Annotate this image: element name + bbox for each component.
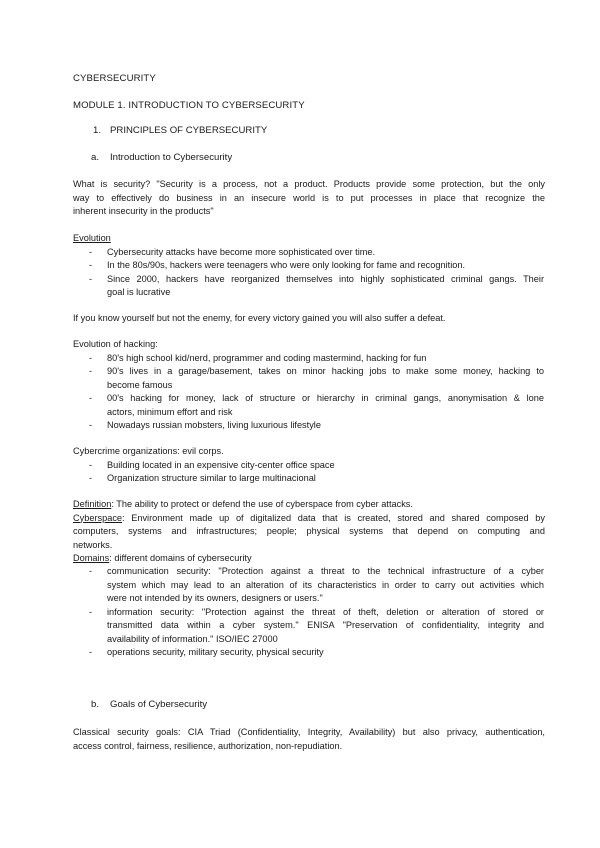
module-heading: MODULE 1. INTRODUCTION TO CYBERSECURITY bbox=[73, 100, 305, 111]
bullet-dash: - bbox=[89, 473, 93, 483]
definition-text: : The ability to protect or defend the use of cyberspace from cyber attacks. bbox=[111, 499, 413, 509]
list-item: Nowadays russian mobsters, living luxurious lifestyle bbox=[107, 420, 321, 430]
list-item-continued: were not intended by its owners, designers or users." bbox=[107, 593, 323, 603]
list-item: Since 2000, hackers have reorganized themselves into highly sophisticated criminal gangs. Their bbox=[107, 273, 544, 284]
domains-text: : different domains of cybersecurity bbox=[109, 552, 252, 563]
bullet-dash: - bbox=[89, 246, 93, 257]
list-item: operations security, military security, physical security bbox=[107, 647, 324, 657]
goals-line: access control, fairness, resilience, authorization, non-repudiation. bbox=[73, 740, 343, 751]
bullet-dash: - bbox=[89, 366, 93, 376]
list-item: Organization structure similar to large multinacional bbox=[107, 473, 316, 483]
list-item-continued: transmitted data within a cyber system." ENISA "Preservation of confidentiality, integrity and bbox=[107, 620, 544, 630]
bullet-dash: - bbox=[89, 260, 93, 270]
hacking-heading: Evolution of hacking: bbox=[73, 339, 158, 349]
section-heading: PRINCIPLES OF CYBERSECURITY bbox=[110, 125, 268, 136]
intro-quote-line: What is security? "Security is a process, not a product. Products provide some protection, but the only bbox=[73, 179, 545, 189]
list-item-continued: goal is lucrative bbox=[107, 287, 171, 297]
bullet-dash: - bbox=[89, 273, 93, 284]
bullet-dash: - bbox=[89, 420, 93, 430]
list-item: Cybersecurity attacks have become more sophisticated over time. bbox=[107, 246, 376, 257]
list-item: 80's high school kid/nerd, programmer and coding mastermind, hacking for fun bbox=[107, 352, 427, 363]
list-item: 90's lives in a garage/basement, takes on minor hacking jobs to make some money, hacking to bbox=[107, 366, 544, 376]
subsection-heading: Goals of Cybersecurity bbox=[110, 699, 208, 710]
list-item-continued: system which may lead to an alteration of its characteristics in order to carry out activities which bbox=[107, 579, 544, 590]
list-item: Building located in an expensive city-center office space bbox=[107, 459, 335, 470]
bullet-dash: - bbox=[89, 459, 93, 470]
cyberspace-line: computers, systems and infrastructures; people; physical systems that depend on computing and bbox=[73, 526, 545, 536]
subsection-letter: a. bbox=[91, 152, 100, 163]
bullet-dash: - bbox=[89, 393, 93, 403]
know-yourself-quote: If you know yourself but not the enemy, for every victory gained you will also suffer a defeat. bbox=[73, 313, 446, 323]
intro-quote-line: inherent insecurity in the products" bbox=[73, 206, 214, 216]
cyberspace-text: : Environment made up of digitalized data that is created, stored and shared composed by bbox=[122, 512, 545, 523]
definition-term: Definition bbox=[73, 499, 112, 509]
bullet-dash: - bbox=[89, 647, 93, 657]
list-item-continued: become famous bbox=[107, 379, 173, 390]
list-item-continued: actors, minimum effort and risk bbox=[107, 406, 233, 417]
document-title: CYBERSECURITY bbox=[73, 73, 156, 84]
list-item: communication security: "Protection against a threat to the technical infrastructure of a cyber bbox=[107, 566, 544, 576]
section-number: 1. bbox=[93, 125, 102, 136]
evolution-heading: Evolution bbox=[73, 233, 111, 243]
goals-line: Classical security goals: CIA Triad (Confidentiality, Integrity, Availability) but also privacy, authentication, bbox=[73, 727, 545, 737]
domains-line bbox=[73, 552, 545, 565]
corps-heading: Cybercrime organizations: evil corps. bbox=[73, 446, 224, 456]
bullet-dash: - bbox=[89, 566, 93, 576]
subsection-letter: b. bbox=[91, 699, 100, 710]
intro-quote-line: way to effectively do business in an insecure world is to put processes in place that recognize the bbox=[73, 192, 545, 203]
bullet-dash: - bbox=[89, 606, 93, 617]
definition-line bbox=[73, 498, 545, 511]
cyberspace-line bbox=[73, 512, 545, 525]
cyberspace-line: networks. bbox=[73, 539, 113, 550]
list-item: 00's hacking for money, lack of structure or hierarchy in criminal gangs, anonymisation & lone bbox=[107, 393, 544, 403]
subsection-heading: Introduction to Cybersecurity bbox=[110, 152, 233, 163]
list-item-continued: availability of information." ISO/IEC 27000 bbox=[107, 633, 278, 644]
domains-term: Domains bbox=[73, 552, 110, 563]
list-item: information security: "Protection against the threat of theft, deletion or alteration of stored or bbox=[107, 606, 544, 617]
list-item: In the 80s/90s, hackers were teenagers who were only looking for fame and recognition. bbox=[107, 260, 466, 270]
cyberspace-term: Cyberspace bbox=[73, 512, 123, 523]
bullet-dash: - bbox=[89, 352, 93, 363]
